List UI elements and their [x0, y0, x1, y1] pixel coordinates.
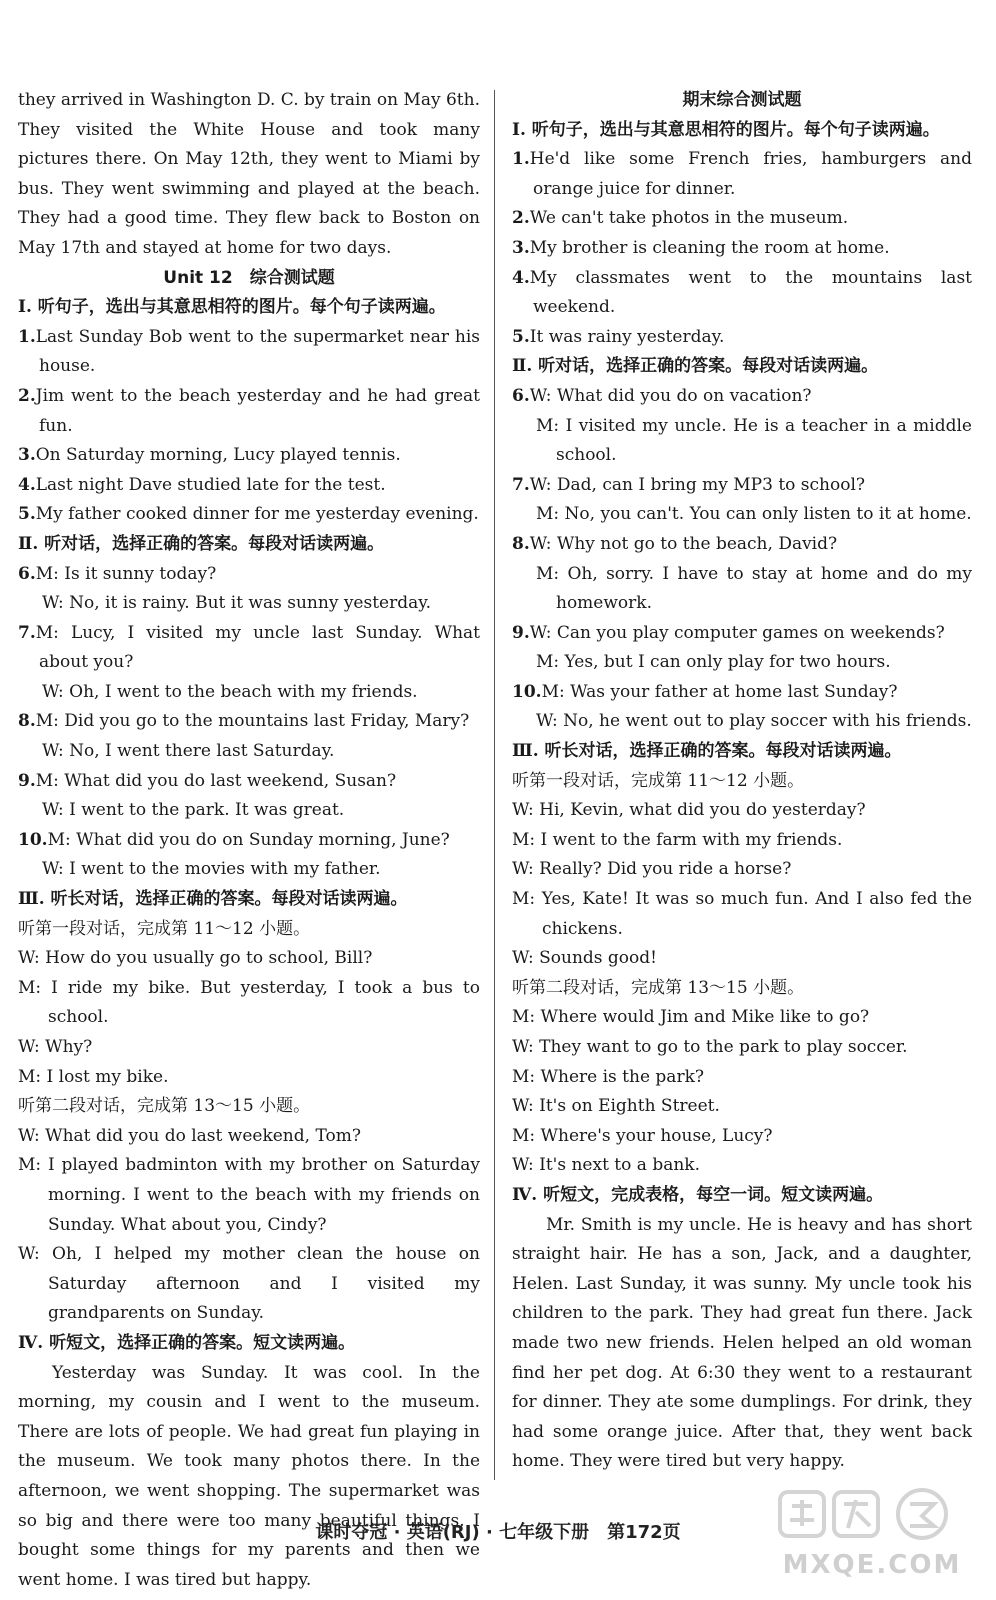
left-column	[18, 86, 480, 1595]
answer-line: W: No, it is rainy. But it was sunny yesterday.	[42, 593, 431, 614]
list-item: 10.M: What did you do on Sunday morning, June?	[18, 829, 450, 850]
list-item: 7.M: Lucy, I visited my uncle last Sunday. What about you?	[18, 622, 480, 673]
dialogue-line: W: Really? Did you ride a horse?	[512, 859, 792, 880]
list-item: 9.W: Can you play computer games on weekends?	[512, 622, 945, 643]
answer-line: W: No, he went out to play soccer with his friends.	[536, 711, 972, 732]
list-item: 9.M: What did you do last weekend, Susan?	[18, 770, 397, 791]
dialogue-line: W: Why?	[18, 1037, 93, 1057]
list-item: 8.W: Why not go to the beach, David?	[512, 533, 838, 554]
watermark-logo	[772, 1486, 972, 1586]
sub-heading: 听第一段对话，完成第 11～12 小题。	[512, 770, 805, 791]
dialogue-line: M: Where would Jim and Mike like to go?	[512, 1007, 870, 1028]
section-heading: Ⅳ. 听短文，完成表格，每空一词。短文读两遍。	[512, 1184, 884, 1205]
sub-heading: 听第一段对话，完成第 11～12 小题。	[18, 918, 311, 939]
answer-line: W: I went to the movies with my father.	[42, 859, 381, 880]
answer-line: W: Oh, I went to the beach with my friends.	[42, 681, 418, 702]
column-divider	[494, 90, 495, 1480]
list-item: 1.Last Sunday Bob went to the supermarket near his house.	[18, 326, 480, 377]
list-item: 6.M: Is it sunny today?	[18, 563, 217, 584]
dialogue-line: M: Where's your house, Lucy?	[512, 1125, 773, 1146]
section-heading: Ⅲ. 听长对话，选择正确的答案。每段对话读两遍。	[512, 741, 902, 762]
unit-title: Unit 12 综合测试题	[163, 267, 335, 288]
passage-paragraph: Mr. Smith is my uncle. He is heavy and has short straight hair. He has a son, Jack, and a daughter, Helen. Last Sunday, it was sunny. My uncle took his children to the park. They had great fun there. Jack made two new friends. Helen helped an old woman find her pet dog. At 6:30 they went to a restaurant for dinner. They ate some dumplings. For drink, they had some orange juice. After that, they went back home. They were tired but very happy.	[512, 1214, 972, 1472]
dialogue-line: W: Sounds good!	[512, 948, 657, 969]
watermark-icon	[772, 1486, 972, 1556]
list-item: 3.On Saturday morning, Lucy played tennis.	[18, 445, 401, 466]
dialogue-line: W: It's next to a bank.	[512, 1155, 700, 1176]
answer-line: M: I visited my uncle. He is a teacher in a middle school.	[536, 415, 972, 466]
list-item: 2.Jim went to the beach yesterday and he had great fun.	[18, 385, 480, 436]
answer-line: M: Yes, but I can only play for two hours.	[536, 652, 891, 673]
dialogue-line: W: How do you usually go to school, Bill?	[18, 948, 373, 969]
section-heading: Ⅲ. 听长对话，选择正确的答案。每段对话读两遍。	[18, 889, 408, 910]
dialogue-line: M: I went to the farm with my friends.	[512, 829, 843, 850]
answer-line: M: Oh, sorry. I have to stay at home and do my homework.	[536, 563, 972, 614]
section-heading: Ⅰ. 听句子，选出与其意思相符的图片。每个句子读两遍。	[18, 297, 446, 318]
list-item: 5.My father cooked dinner for me yesterday evening.	[18, 504, 479, 525]
dialogue-line: W: What did you do last weekend, Tom?	[18, 1125, 361, 1146]
section-heading: Ⅱ. 听对话，选择正确的答案。每段对话读两遍。	[18, 533, 385, 554]
list-item: 6.W: What did you do on vacation?	[512, 385, 812, 406]
page-footer: 课时夺冠 · 英语(RJ) · 七年级下册 第172页	[315, 1522, 681, 1543]
section-heading: Ⅰ. 听句子，选出与其意思相符的图片。每个句子读两遍。	[512, 119, 940, 140]
dialogue-line: M: I played badminton with my brother on Saturday morning. I went to the beach with my friends on Sunday. What about you, Cindy?	[18, 1155, 480, 1235]
list-item: 4.Last night Dave studied late for the test.	[18, 474, 386, 495]
sub-heading: 听第二段对话，完成第 13～15 小题。	[512, 977, 805, 998]
right-column	[512, 86, 972, 1477]
section-heading: Ⅱ. 听对话，选择正确的答案。每段对话读两遍。	[512, 356, 879, 377]
items-1	[18, 323, 480, 530]
passage-paragraph: Yesterday was Sunday. It was cool. In the morning, my cousin and I went to the museum. There are lots of people. We had great fun playing in the museum. We took many photos there. In the afternoon, we went shopping. The supermarket was so big and there were too many beautiful things. I bought some things for my parents and then we went home. I was tired but happy.	[18, 1362, 480, 1590]
sub-heading: 听第二段对话，完成第 13～15 小题。	[18, 1096, 311, 1117]
list-item: 1.He'd like some French fries, hamburgers and orange juice for dinner.	[512, 149, 972, 199]
answer-line: W: I went to the park. It was great.	[42, 800, 345, 821]
list-item: 7.W: Dad, can I bring my MP3 to school?	[512, 474, 866, 495]
answer-line: M: No, you can't. You can only listen to it at home.	[536, 504, 972, 525]
items-2	[18, 560, 480, 886]
list-item: 10.M: Was your father at home last Sunday?	[512, 681, 898, 702]
dialogue-line: W: Oh, I helped my mother clean the house on Saturday afternoon and I visited my grandparents on Sunday.	[18, 1244, 480, 1324]
dialogue-line: W: Hi, Kevin, what did you do yesterday?	[512, 800, 866, 821]
section-heading: Ⅳ. 听短文，选择正确的答案。短文读两遍。	[18, 1332, 356, 1353]
dialogue-line: M: Where is the park?	[512, 1066, 704, 1087]
dialogue-line: M: I lost my bike.	[18, 1066, 169, 1087]
list-item: 3.My brother is cleaning the room at home.	[512, 237, 890, 258]
test-title: 期末综合测试题	[682, 90, 802, 110]
dialogue-line: W: It's on Eighth Street.	[512, 1096, 720, 1117]
list-item: 2.We can't take photos in the museum.	[512, 208, 849, 229]
answer-line: W: No, I went there last Saturday.	[42, 741, 335, 762]
dialogue-line: M: I ride my bike. But yesterday, I took a bus to school.	[18, 977, 480, 1028]
watermark-text: MXQE.COM	[782, 1550, 962, 1580]
list-item: 4.My classmates went to the mountains last weekend.	[512, 267, 972, 318]
intro-paragraph: they arrived in Washington D. C. by train on May 6th. They visited the White House and took many pictures there. On May 12th, they went to Miami by bus. They went swimming and played at the beach. They had a good time. They flew back to Boston on May 17th and stayed at home for two days.	[18, 90, 480, 258]
dialogue-line: W: They want to go to the park to play soccer.	[512, 1037, 908, 1057]
list-item: 8.M: Did you go to the mountains last Friday, Mary?	[18, 711, 470, 732]
dialogue-line: M: Yes, Kate! It was so much fun. And I also fed the chickens.	[512, 889, 972, 939]
list-item: 5.It was rainy yesterday.	[512, 326, 725, 347]
